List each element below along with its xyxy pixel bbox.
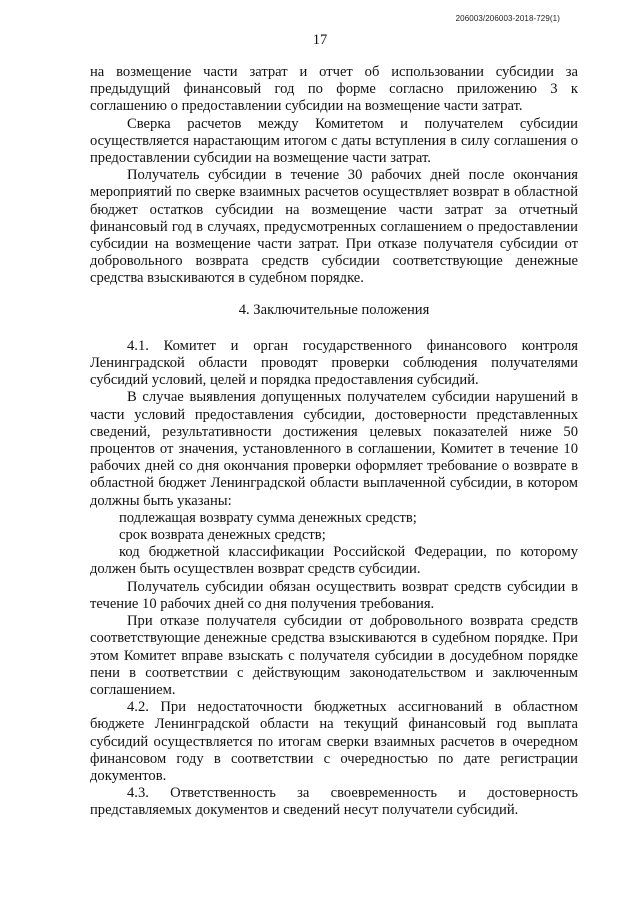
paragraph: Сверка расчетов между Комитетом и получателем субсидии осуществляется нарастающим итогом с даты вступления в силу соглашения о предоставлении субсидии на возмещение части затрат. [90,115,578,167]
page-number: 17 [312,32,328,48]
document-body [90,64,578,820]
paragraph: Получатель субсидии обязан осуществить возврат средств субсидии в течение 10 рабочих дней со дня получения требования. [90,578,578,612]
paragraph: 4.2. При недостаточности бюджетных ассигнований в областном бюджете Ленинградской области на текущий финансовый год выплата субсидий осуществляется по итогам сверки взаимных расчетов в очередном финансовом году в соответствии с очередностью по дате регистрации документов. [90,699,578,784]
paragraph: Получатель субсидии в течение 30 рабочих дней после окончания мероприятий по сверке взаимных расчетов осуществляет возврат в областной бюджет остатков субсидии на возмещение части затрат за отчетный финансовый год в случаях, предусмотренных соглашением о предоставлении субсидии на возмещение части затрат. При отказе получателя субсидии от добровольного возврата средств субсидии соответствующие денежные средства взыскиваются в судебном порядке. [90,167,578,287]
list-item: срок возврата денежных средств; [119,527,326,544]
paragraph: В случае выявления допущенных получателем субсидии нарушений в части условий предоставления субсидии, достоверности представленных сведений, результативности достижения целевых показателей ниже 50 процентов от значения, установленного в соглашении, Комитет в течение 10 рабочих дней со дня окончания проверки оформляет требование о возврате в областной бюджет Ленинградской области выплаченной субсидии, в котором должны быть указаны: [90,389,578,509]
section-heading: 4. Заключительные положения [238,301,430,318]
list-item: подлежащая возврату сумма денежных средств; [119,509,417,526]
list-item: код бюджетной классификации Российской Федерации, по которому должен быть осуществлен возврат средств субсидии. [90,544,578,578]
document-registration-number: 206003/206003-2018-729(1) [455,14,560,23]
paragraph: 4.3. Ответственность за своевременность и достоверность представляемых документов и сведений несут получатели субсидий. [90,785,578,819]
paragraph: на возмещение части затрат и отчет об использовании субсидии за предыдущий финансовый год по форме согласно приложению 3 к соглашению о предоставлении субсидии на возмещение части затрат. [90,64,578,115]
paragraph: При отказе получателя субсидии от добровольного возврата средств соответствующие денежные средства взыскиваются в судебном порядке. При этом Комитет вправе взыскать с получателя субсидии в досудебном порядке пени в соответствии с действующим законодательством и заключенным соглашением. [90,613,578,698]
paragraph: 4.1. Комитет и орган государственного финансового контроля Ленинградской области проводят проверки соблюдения получателями субсидий условий, целей и порядка предоставления субсидий. [90,337,578,389]
